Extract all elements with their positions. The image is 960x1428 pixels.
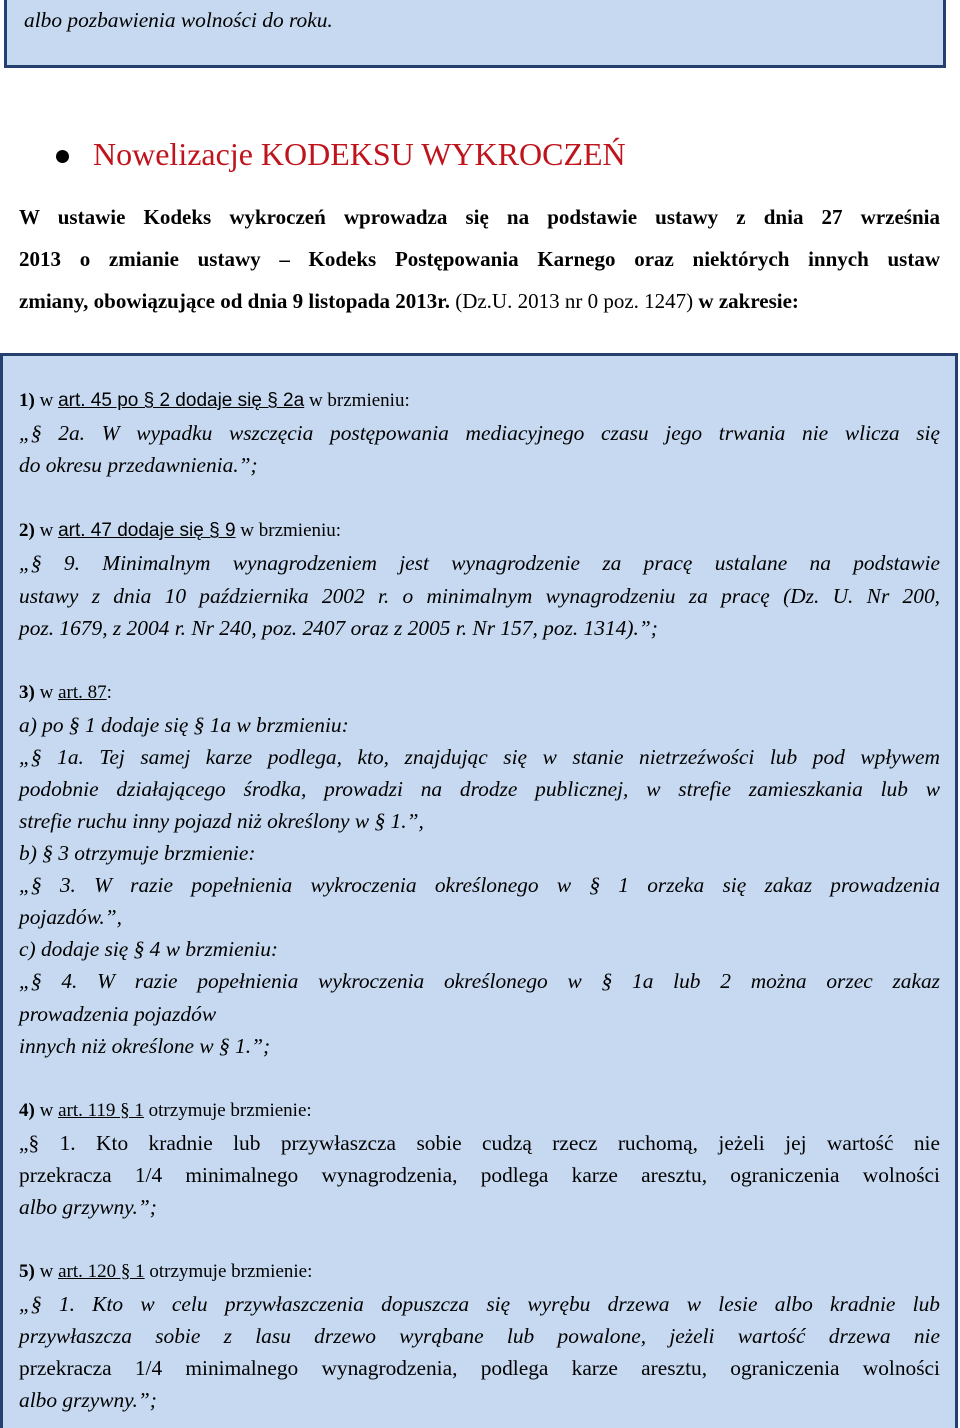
bullet-icon: [56, 150, 69, 163]
section-3-c-line-2: prowadzenia pojazdów: [19, 1002, 217, 1026]
section-3-item-a: a) po § 1 dodaje się § 1a w brzmieniu:: [19, 713, 349, 737]
section-5-prefix: w: [34, 1261, 59, 1282]
section-3-c-line-3: innych niż określone w § 1.”;: [19, 1034, 271, 1058]
section-2-line-2: ustawy z dnia 10 października 2002 r. o minimalnym wynagrodzeniu za pracę (Dz. U. Nr 200,: [19, 584, 940, 608]
section-2-header: [19, 517, 341, 545]
section-3-a-line-1: „§ 1a. Tej samej karze podlega, kto, znajdując się w stanie nietrzeźwości lub pod wpływem: [19, 745, 940, 769]
section-2-prefix: w: [34, 520, 59, 541]
section-1-suffix: w brzmieniu:: [304, 390, 410, 411]
intro-line-3: [19, 287, 940, 315]
section-3-c-line-1: „§ 4. W razie popełnienia wykroczenia określonego w § 1a lub 2 można orzec zakaz: [19, 969, 940, 993]
section-3-number: 3): [19, 682, 35, 703]
section-5-line-1: „§ 1. Kto w celu przywłaszczenia dopuszcza się wyrębu drzewa w lesie albo kradnie lub: [19, 1292, 940, 1316]
section-3-suffix: :: [106, 682, 112, 703]
section-4-line-3: albo grzywny.”;: [19, 1195, 157, 1219]
section-heading: Nowelizacje KODEKSU WYKROCZEŃ: [93, 136, 626, 172]
intro-effective-date: zmiany, obowiązujące od dnia 9 listopada 2013r.: [19, 289, 450, 313]
section-3-a-line-3: strefie ruchu inny pojazd niż określony w § 1.”,: [19, 809, 424, 833]
section-1-number: 1): [19, 390, 35, 411]
section-4-article-link: art. 119 § 1: [58, 1100, 144, 1121]
section-2-number: 2): [19, 520, 35, 541]
top-box-text: albo pozbawienia wolności do roku.: [24, 8, 333, 32]
intro-line-1: W ustawie Kodeks wykroczeń wprowadza się na podstawie ustawy z dnia 27 września: [19, 205, 940, 229]
section-3-item-b: b) § 3 otrzymuje brzmienie:: [19, 841, 256, 865]
section-5-line-2: przywłaszcza sobie z lasu drzewo wyrąbane lub powalone, jeżeli wartość drzewa nie: [19, 1324, 940, 1348]
section-3-header: [19, 679, 112, 707]
section-1-line-2: do okresu przedawnienia.”;: [19, 453, 258, 477]
section-3-article-link: art. 87: [58, 682, 107, 703]
section-5-article-link: art. 120 § 1: [58, 1261, 145, 1282]
section-1-header: [19, 387, 410, 415]
section-4-line-2: przekracza 1/4 minimalnego wynagrodzenia, podlega karze aresztu, ograniczenia wolności: [19, 1163, 940, 1187]
intro-citation: (Dz.U. 2013 nr 0 poz. 1247): [449, 289, 699, 313]
section-5-header: [19, 1258, 312, 1286]
section-2-line-3: poz. 1679, z 2004 r. Nr 240, poz. 2407 oraz z 2005 r. Nr 157, poz. 1314).”;: [19, 616, 658, 640]
section-3-b-line-2: pojazdów.”,: [19, 905, 123, 929]
section-2-article-link: art. 47 dodaje się § 9: [58, 520, 236, 541]
section-5-suffix: otrzymuje brzmienie:: [144, 1261, 313, 1282]
section-2-line-1: „§ 9. Minimalnym wynagrodzeniem jest wynagrodzenie za pracę ustalane na podstawie: [19, 551, 940, 575]
section-1-article-link: art. 45 po § 2 dodaje się § 2a: [58, 390, 305, 411]
section-3-prefix: w: [34, 682, 59, 703]
section-5-line-4: albo grzywny.”;: [19, 1388, 157, 1412]
section-5-line-3: przekracza 1/4 minimalnego wynagrodzenia, podlega karze aresztu, ograniczenia wolności: [19, 1356, 940, 1380]
intro-scope: w zakresie:: [698, 289, 799, 313]
section-4-prefix: w: [34, 1100, 59, 1121]
section-4-number: 4): [19, 1100, 35, 1121]
intro-line-2: 2013 o zmianie ustawy – Kodeks Postępowania Karnego oraz niektórych innych ustaw: [19, 247, 940, 271]
section-1-line-1: „§ 2a. W wypadku wszczęcia postępowania mediacyjnego czasu jego trwania nie wlicza się: [19, 421, 940, 445]
section-3-b-line-1: „§ 3. W razie popełnienia wykroczenia określonego w § 1 orzeka się zakaz prowadzenia: [19, 873, 940, 897]
section-2-suffix: w brzmieniu:: [235, 520, 342, 541]
section-5-number: 5): [19, 1261, 35, 1282]
section-1-prefix: w: [34, 390, 59, 411]
section-4-header: [19, 1097, 312, 1125]
section-3-item-c: c) dodaje się § 4 w brzmieniu:: [19, 937, 279, 961]
section-4-suffix: otrzymuje brzmienie:: [143, 1100, 312, 1121]
section-4-line-1: „§ 1. Kto kradnie lub przywłaszcza sobie cudzą rzecz ruchomą, jeżeli jej wartość nie: [19, 1131, 940, 1155]
section-3-a-line-2: podobnie działającego środka, prowadzi na drodze publicznej, w strefie zamieszkania lub w: [19, 777, 940, 801]
